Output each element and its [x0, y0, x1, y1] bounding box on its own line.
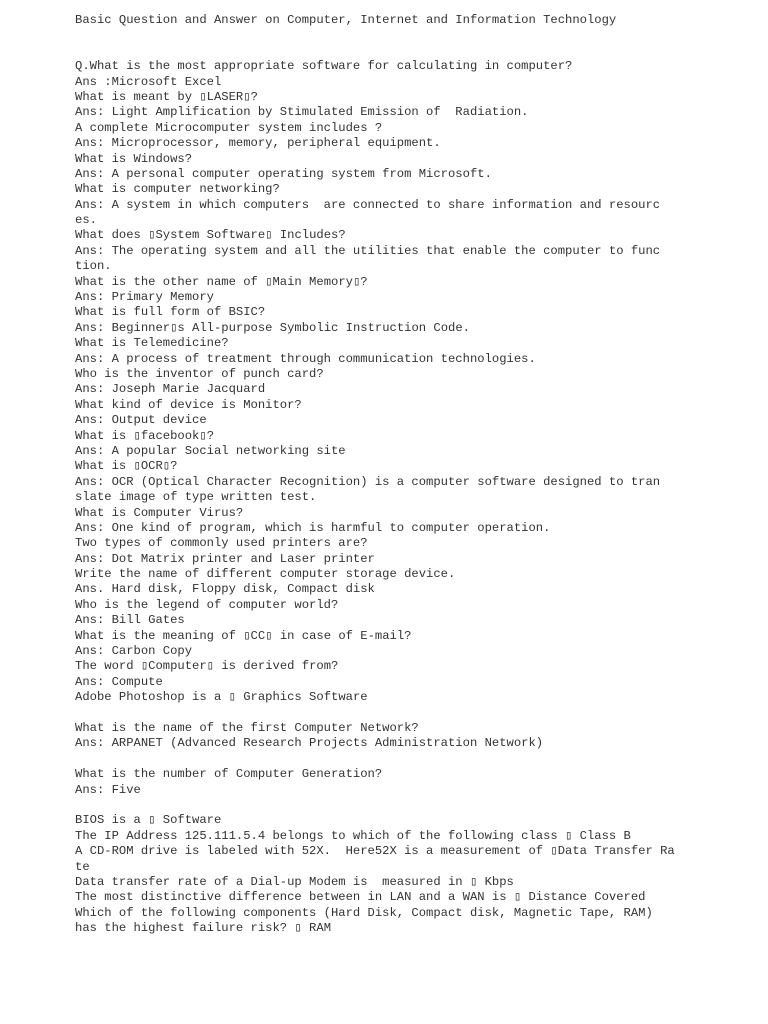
text-line: The most distinctive difference between in LAN and a WAN is ▯ Distance Covered — [75, 890, 646, 905]
text-line: es. — [75, 213, 97, 228]
text-line: What is full form of BSIC? — [75, 305, 266, 320]
text-line — [75, 706, 755, 721]
text-line: slate image of type written test. — [75, 490, 317, 505]
text-line: Ans: A system in which computers are connected to share information and resourc — [75, 197, 661, 212]
text-line: Ans. Hard disk, Floppy disk, Compact disk — [75, 582, 375, 597]
text-line: Ans: Carbon Copy — [75, 644, 193, 659]
text-line: Ans: A popular Social networking site — [75, 443, 346, 458]
text-line: Who is the legend of computer world? — [75, 597, 339, 612]
text-line: Two types of commonly used printers are? — [75, 536, 368, 551]
text-line: What is the meaning of ▯CC▯ in case of E-mail? — [75, 628, 412, 643]
text-line: Ans: A process of treatment through communication technologies. — [75, 351, 536, 366]
text-line: Data transfer rate of a Dial-up Modem is measured in ▯ Kbps — [75, 874, 514, 889]
text-line: What kind of device is Monitor? — [75, 397, 302, 412]
text-line: Ans: Primary Memory — [75, 290, 214, 305]
text-line: What is the name of the first Computer Network? — [75, 720, 419, 735]
text-line: What is the number of Computer Generation? — [75, 767, 383, 782]
text-line: The word ▯Computer▯ is derived from? — [75, 659, 339, 674]
document-body — [75, 59, 755, 936]
text-line — [75, 798, 755, 813]
text-line: Ans: ARPANET (Advanced Research Projects Administration Network) — [75, 736, 544, 751]
text-line: Ans :Microsoft Excel — [75, 74, 222, 89]
text-line: Ans: The operating system and all the utilities that enable the computer to func — [75, 243, 661, 258]
text-line: What is ▯facebook▯? — [75, 428, 215, 443]
text-line: What is the other name of ▯Main Memory▯? — [75, 274, 368, 289]
text-line: What does ▯System Software▯ Includes? — [75, 228, 346, 243]
text-line: Which of the following components (Hard Disk, Compact disk, Magnetic Tape, RAM) — [75, 905, 653, 920]
text-line: What is Windows? — [75, 151, 193, 166]
text-line: What is computer networking? — [75, 182, 280, 197]
text-line: A complete Microcomputer system includes ? — [75, 120, 383, 135]
text-line: Adobe Photoshop is a ▯ Graphics Software — [75, 690, 368, 705]
text-line: What is ▯OCR▯? — [75, 459, 178, 474]
document-title: Basic Question and Answer on Computer, Internet and Information Technology — [75, 13, 617, 27]
text-line: te — [75, 859, 90, 874]
text-line: Who is the inventor of punch card? — [75, 367, 324, 381]
text-line: The IP Address 125.111.5.4 belongs to which of the following class ▯ Class B — [75, 828, 631, 843]
text-line: Ans: A personal computer operating system from Microsoft. — [75, 166, 492, 181]
text-line: BIOS is a ▯ Software — [75, 813, 222, 828]
text-line: What is Computer Virus? — [75, 505, 244, 520]
text-line: Ans: OCR (Optical Character Recognition) is a computer software designed to tran — [75, 474, 661, 489]
text-line: What is meant by ▯LASER▯? — [75, 89, 258, 104]
text-line: Ans: Bill Gates — [75, 613, 185, 628]
text-line: tion. — [75, 259, 112, 274]
text-line: A CD-ROM drive is labeled with 52X. Here52X is a measurement of ▯Data Transfer Ra — [75, 844, 675, 859]
text-line — [75, 752, 755, 767]
text-line: Q.What is the most appropriate software for calculating in computer? — [75, 59, 573, 74]
text-line: Ans: One kind of program, which is harmful to computer operation. — [75, 520, 551, 535]
text-line: Ans: Microprocessor, memory, peripheral equipment. — [75, 136, 441, 151]
text-line: Ans: Light Amplification by Stimulated Emission of Radiation. — [75, 105, 529, 120]
document-page — [75, 13, 755, 936]
text-line: Ans: Compute — [75, 674, 163, 689]
text-line: has the highest failure risk? ▯ RAM — [75, 921, 332, 936]
text-line: Ans: Dot Matrix printer and Laser printer — [75, 551, 375, 566]
text-line: Write the name of different computer storage device. — [75, 567, 456, 582]
text-line: Ans: Beginner▯s All-purpose Symbolic Instruction Code. — [75, 320, 470, 335]
text-line: Ans: Joseph Marie Jacquard — [75, 382, 266, 397]
text-line: Ans: Five — [75, 782, 141, 797]
text-line: What is Telemedicine? — [75, 336, 229, 351]
text-line: Ans: Output device — [75, 413, 207, 428]
